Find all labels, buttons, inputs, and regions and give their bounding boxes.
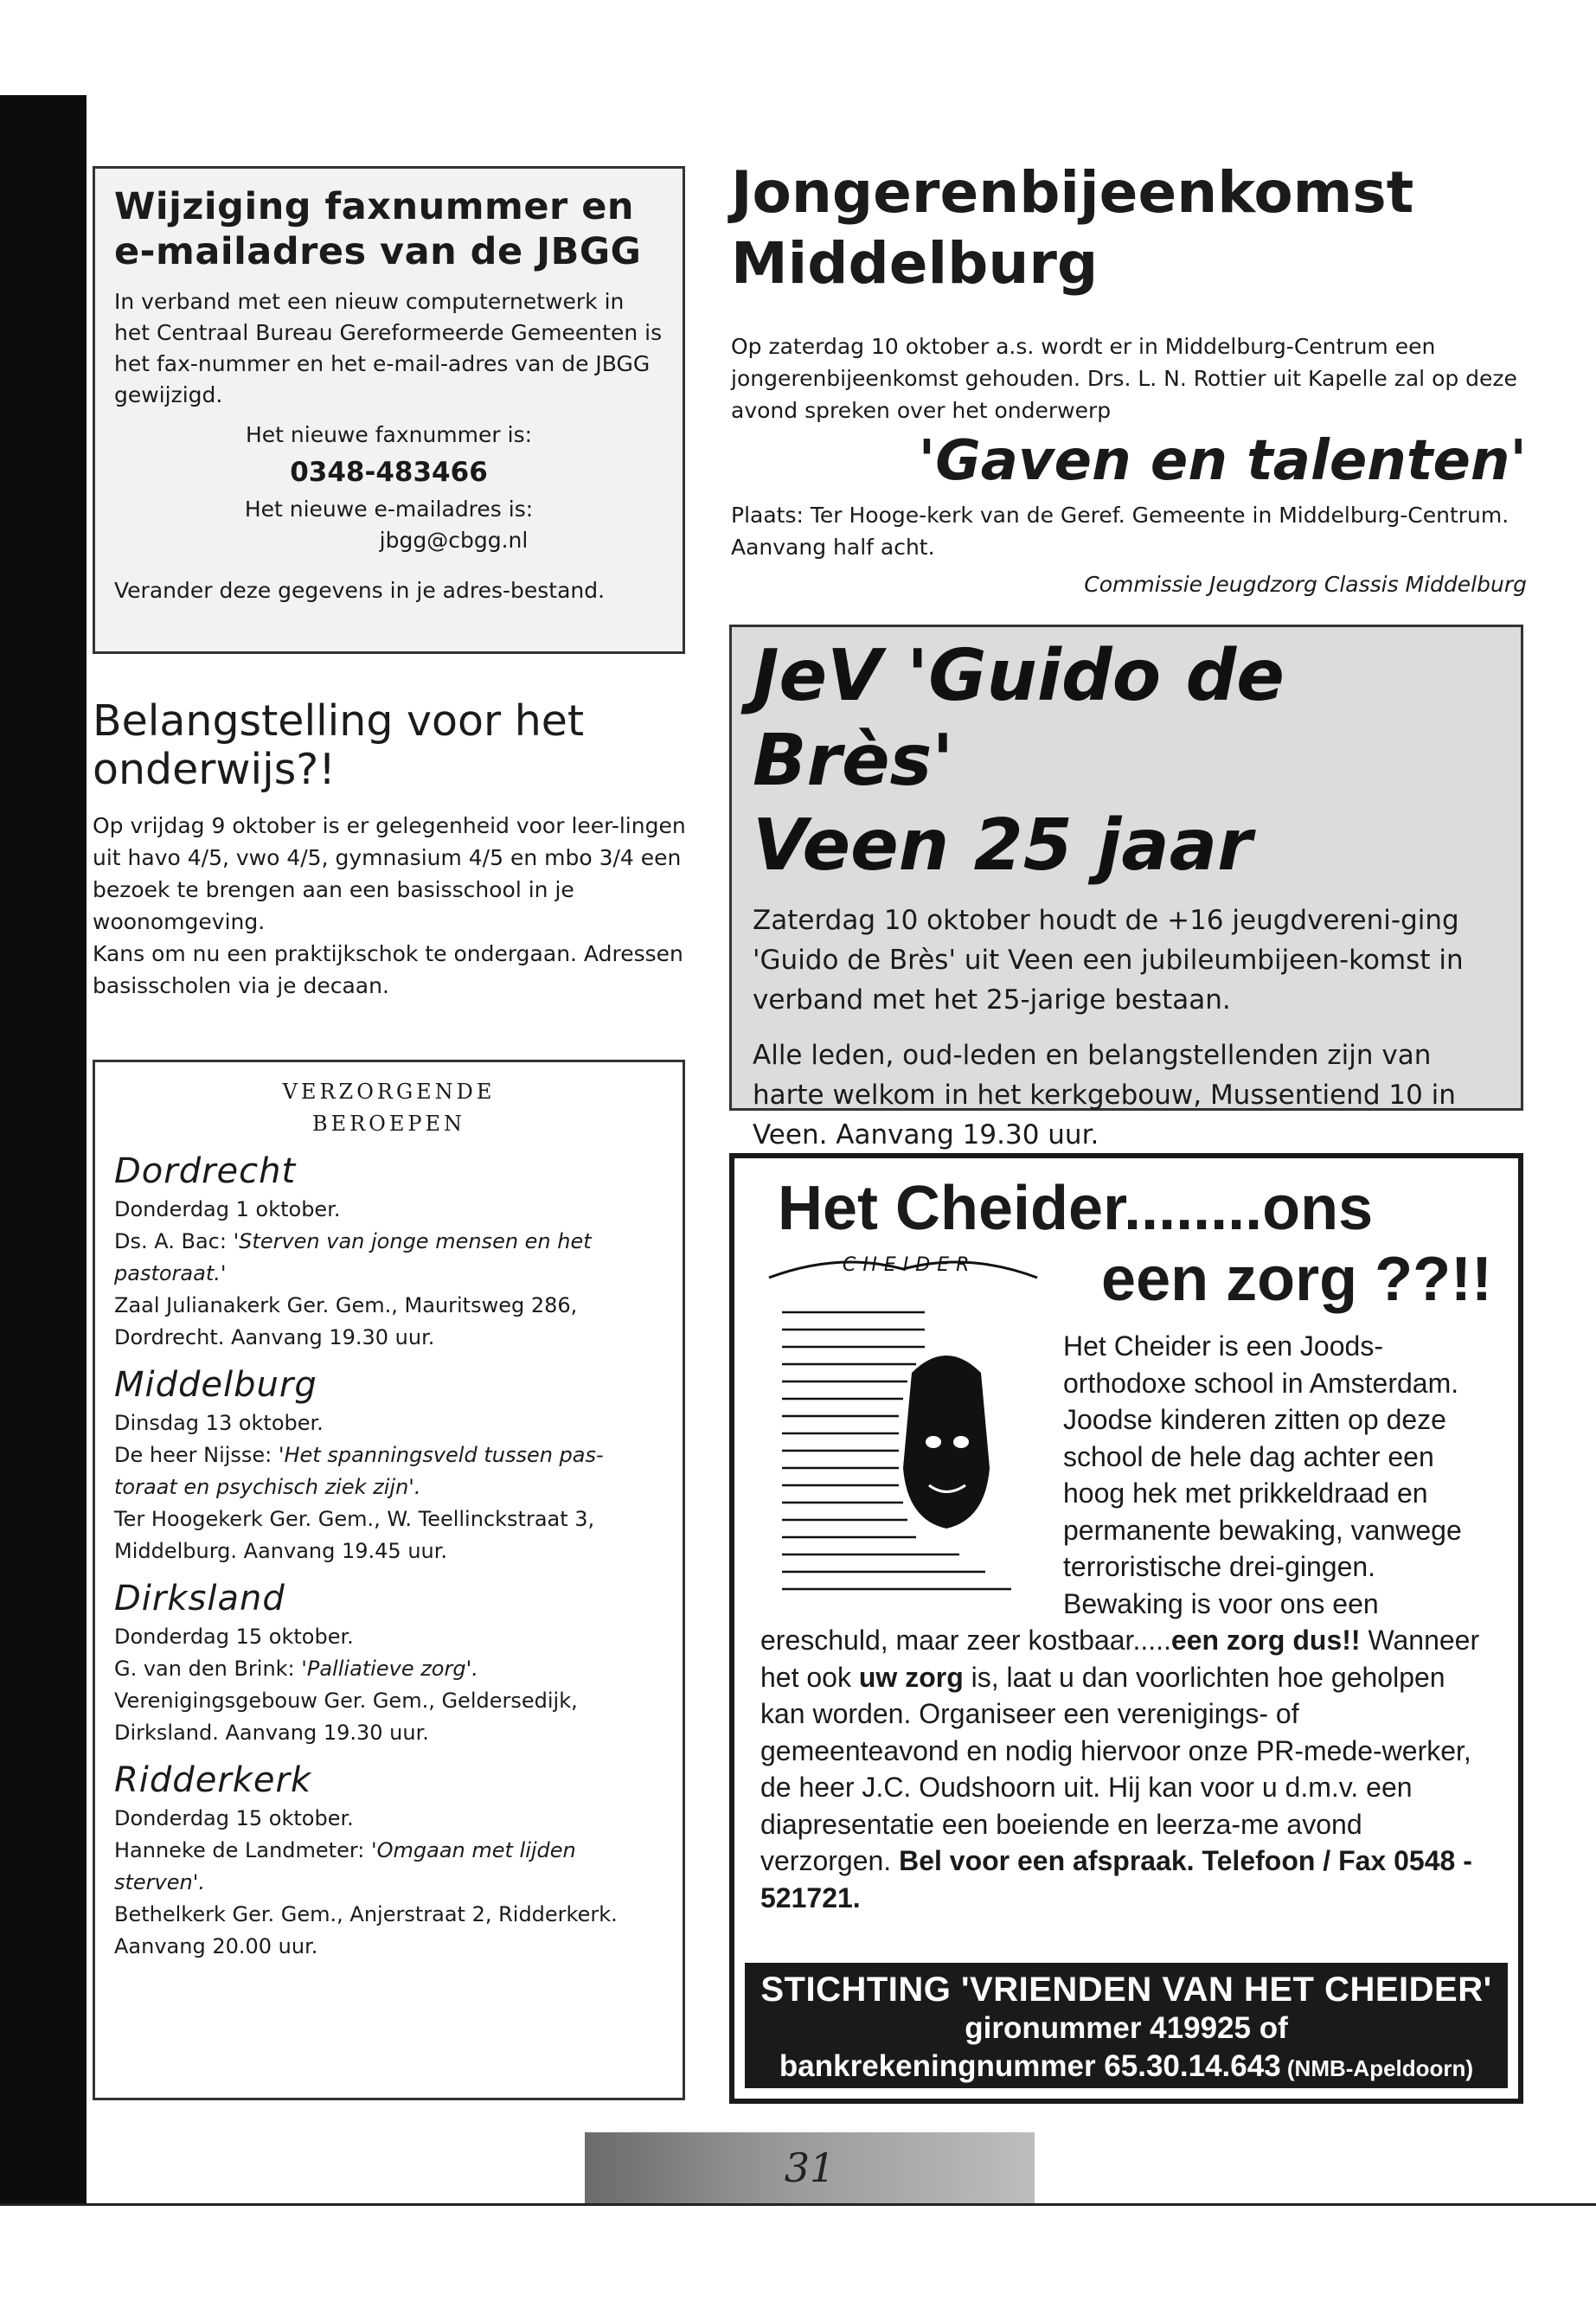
foundation-bank-name: (NMB-Apeldoorn) [1280,2055,1474,2081]
event-speaker: G. van den Brink: [114,1657,302,1681]
page-number-tab [585,2132,1035,2203]
care-title-line-1: VERZORGENDE [282,1080,496,1104]
cheider-bold-b: uw zorg [858,1661,964,1693]
event-topic: 'Palliatieve zorg'. [301,1657,478,1681]
page-number: 31 [784,2144,836,2191]
guido-anniversary-box [729,625,1523,1150]
cheider-bold-c: Bel voor een afspraak. Telefoon / Fax 0548 - 521721. [760,1845,1472,1913]
event-middelburg [114,1364,663,1567]
fax-box-closing: Verander deze gegevens in je adres-bestand. [114,578,606,603]
bottom-rule [0,2203,1596,2206]
fax-box-intro: In verband met een nieuw computernetwerk in het Centraal Bureau Gereformeerde Gemeenten is het fax-nummer en het e-mail-adres van de JBGG gewijzigd. [114,289,663,407]
guido-title [753,634,1500,888]
cheider-text-b: Wanneer het ook [760,1625,1480,1693]
foundation-giro: gironummer 419925 of [965,2011,1288,2045]
email-address: jbgg@cbgg.nl [379,528,529,553]
event-speaker-line [114,1653,663,1685]
email-label: Het nieuwe e-mailadres is: [244,497,534,522]
youth-meeting-place: Plaats: Ter Hooge-kerk van de Geref. Gemeente in Middelburg-Centrum. Aanvang half acht. [731,503,1509,560]
event-venue: Ter Hoogekerk Ger. Gem., W. Teellinckstraat 3, Middelburg. Aanvang 19.45 uur. [114,1507,595,1563]
cheider-logo-text: CHEIDER [843,1254,977,1276]
cheider-logo-graphic [760,1243,1046,1615]
event-speaker: De heer Nijsse: [114,1443,279,1467]
education-body-1: Op vrijdag 9 oktober is er gelegenheid voor leer-lingen uit havo 4/5, vwo 4/5, gymnasium 4/5 en mbo 3/4 een bezoek te brengen aan een basisschool in je woonomgeving. [93,813,686,934]
youth-meeting-article [731,157,1527,600]
cheider-bold-a: een zorg dus!! [1170,1625,1361,1656]
cheider-body [760,1243,1492,1916]
event-speaker-line [114,1439,663,1503]
foundation-name: STICHTING 'VRIENDEN VAN HET CHEIDER' [760,1971,1492,2009]
guido-paragraph-2: Alle leden, oud-leden en belangstellenden zijn van harte welkom in het kerkgebouw, Mussentiend 10 in Veen. Aanvang 19.30 uur. [753,1040,1456,1150]
scan-edge-black [0,95,87,2206]
fax-number: 0348-483466 [290,457,488,488]
youth-meeting-body: Op zaterdag 10 oktober a.s. wordt er in Middelburg-Centrum een jongerenbijeenkomst gehouden. Drs. L. N. Rottier uit Kapelle zal op deze avond spreken over het onderwerp [731,334,1517,423]
education-body-2: Kans om nu een praktijkschok te ondergaan. Adressen basisscholen via je decaan. [93,941,683,998]
event-date: Dinsdag 13 oktober. [114,1411,324,1435]
event-dordrecht [114,1150,663,1354]
event-city: Ridderkerk [114,1760,312,1800]
cheider-text-a: Het Cheider is een Joods-orthodoxe school in Amsterdam. Joodse kinderen zitten op deze school de hele dag achter een hoog hek met prikkeldraad en permanente bewaking, vanwege terroristische drei-gingen. Bewaking is voor ons een ereschuld, maar zeer kostbaar..... [760,1330,1462,1656]
guido-paragraph-1: Zaterdag 10 oktober houdt de +16 jeugdvereni-ging 'Guido de Brès' uit Veen een jubileumbijeen-komst in verband met het 25-jarige bestaan. [753,905,1464,1016]
cheider-logo [760,1243,1046,1615]
event-city: Dirksland [114,1579,285,1618]
event-date: Donderdag 15 oktober. [114,1806,354,1830]
event-ridderkerk [114,1759,663,1963]
youth-meeting-subject: 'Gaven en talenten' [918,429,1527,493]
event-speaker: Ds. A. Bac: [114,1229,234,1253]
fax-label: Het nieuwe faxnummer is: [245,422,533,447]
education-title: Belangstelling voor het onderwijs?! [93,696,585,794]
cheider-foundation-banner [745,1963,1508,2088]
education-article [93,697,698,1002]
guido-title-line-2: Veen 25 jaar [753,804,1253,887]
event-topic: 'Sterven van jonge mensen en het pastoraat.' [114,1229,592,1285]
fax-change-box [93,166,685,654]
guido-title-line-1: JeV 'Guido de Brès' [753,635,1285,802]
event-venue: Zaal Julianakerk Ger. Gem., Mauritsweg 286, Dordrecht. Aanvang 19.30 uur. [114,1293,578,1349]
event-dirksland [114,1578,663,1749]
event-date: Donderdag 1 oktober. [114,1197,341,1221]
event-speaker-line [114,1835,663,1899]
foundation-bank-line [745,2048,1508,2087]
youth-meeting-credit: Commissie Jeugdzorg Classis Middelburg [1084,572,1527,597]
cheider-text-c: is, laat u dan voorlichten hoe geholpen kan worden. Organiseer een verenigings- of gemeenteavond en nodig hiervoor onze PR-mede-werker, de heer J.C. Oudshoorn uit. Hij kan voor u d.m.v. een diapresentatie een boeiende en leerza-me avond verzorgen. [760,1661,1471,1876]
cheider-advert-box [729,1153,1523,2104]
event-venue: Verenigingsgebouw Ger. Gem., Geldersedijk, Dirksland. Aanvang 19.30 uur. [114,1689,578,1745]
event-city: Dordrecht [114,1151,297,1191]
cheider-title-line-1: Het Cheider........ons [778,1174,1374,1243]
event-city: Middelburg [114,1365,317,1405]
youth-meeting-title: Jongerenbijeenkomst Middelburg [731,159,1414,297]
event-topic: 'Het spanningsveld tussen pas-toraat en psychisch ziek zijn'. [114,1443,604,1499]
event-date: Donderdag 15 oktober. [114,1625,354,1649]
event-speaker: Hanneke de Landmeter: [114,1838,372,1862]
care-professions-box [93,1060,685,2100]
event-speaker-line [114,1226,663,1290]
care-title-line-2: BEROEPEN [311,1112,466,1136]
cheider-title-line-2: een zorg ??!! [1101,1245,1492,1314]
fax-box-title: Wijziging faxnummer en e-mailadres van de JBGG [114,185,642,273]
foundation-bank-number: bankrekeningnummer 65.30.14.643 [779,2049,1281,2083]
event-topic: 'Omgaan met lijden sterven'. [114,1838,576,1894]
event-venue: Bethelkerk Ger. Gem., Anjerstraat 2, Ridderkerk. Aanvang 20.00 uur. [114,1902,618,1958]
